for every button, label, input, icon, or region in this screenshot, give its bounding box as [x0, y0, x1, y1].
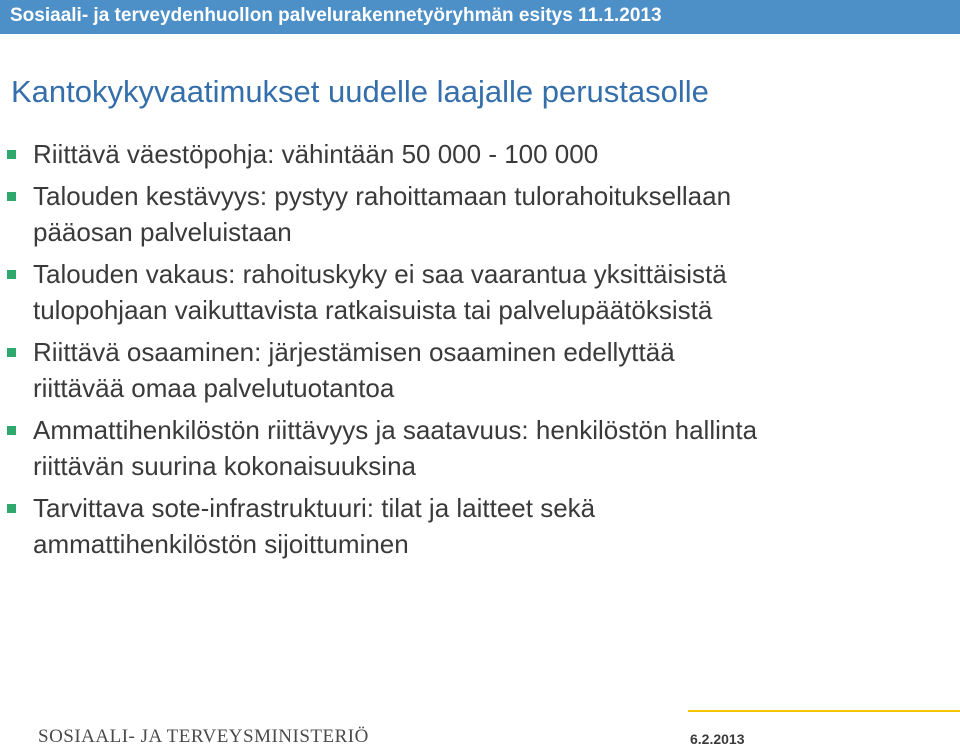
bullet-line: ammattihenkilöstön sijoittuminen	[33, 529, 409, 559]
bullet-line: pääosan palveluistaan	[33, 217, 292, 247]
bullet-item	[0, 178, 960, 250]
bullet-item	[0, 136, 960, 172]
bullet-line: riittävää omaa palvelutuotantoa	[33, 373, 395, 403]
bullet-item	[0, 412, 960, 484]
bullet-item	[0, 334, 960, 406]
bullet-line: tulopohjaan vaikuttavista ratkaisuista tai palvelupäätöksistä	[33, 295, 713, 325]
bullet-line: Tarvittava sote-infrastruktuuri: tilat ja laitteet sekä	[33, 493, 596, 523]
bullet-line: Riittävä väestöpohja: vähintään 50 000 - 100 000	[33, 139, 599, 169]
footer-divider	[688, 710, 960, 712]
bullet-line: Talouden kestävyys: pystyy rahoittamaan tulorahoituksellaan	[33, 181, 732, 211]
header-text: Sosiaali- ja terveydenhuollon palvelurakennetyöryhmän esitys 11.1.2013	[10, 5, 662, 26]
slide-title: Kantokykyvaatimukset uudelle laajalle perustasolle	[11, 74, 709, 109]
header-bar	[0, 0, 960, 34]
bullet-line: Riittävä osaaminen: järjestämisen osaaminen edellyttää	[33, 337, 675, 367]
square-bullet-icon	[7, 426, 16, 435]
square-bullet-icon	[7, 270, 16, 279]
square-bullet-icon	[7, 192, 16, 201]
ministry-logo-text: SOSIAALI- JA TERVEYSMINISTERIÖ	[38, 726, 369, 747]
footer-date: 6.2.2013	[690, 731, 745, 747]
square-bullet-icon	[7, 504, 16, 513]
bullet-list	[0, 136, 960, 568]
square-bullet-icon	[7, 150, 16, 159]
square-bullet-icon	[7, 348, 16, 357]
bullet-line: riittävän suurina kokonaisuuksina	[33, 451, 416, 481]
bullet-item	[0, 490, 960, 562]
bullet-item	[0, 256, 960, 328]
bullet-line: Talouden vakaus: rahoituskyky ei saa vaarantua yksittäisistä	[33, 259, 727, 289]
bullet-line: Ammattihenkilöstön riittävyys ja saatavuus: henkilöstön hallinta	[33, 415, 758, 445]
